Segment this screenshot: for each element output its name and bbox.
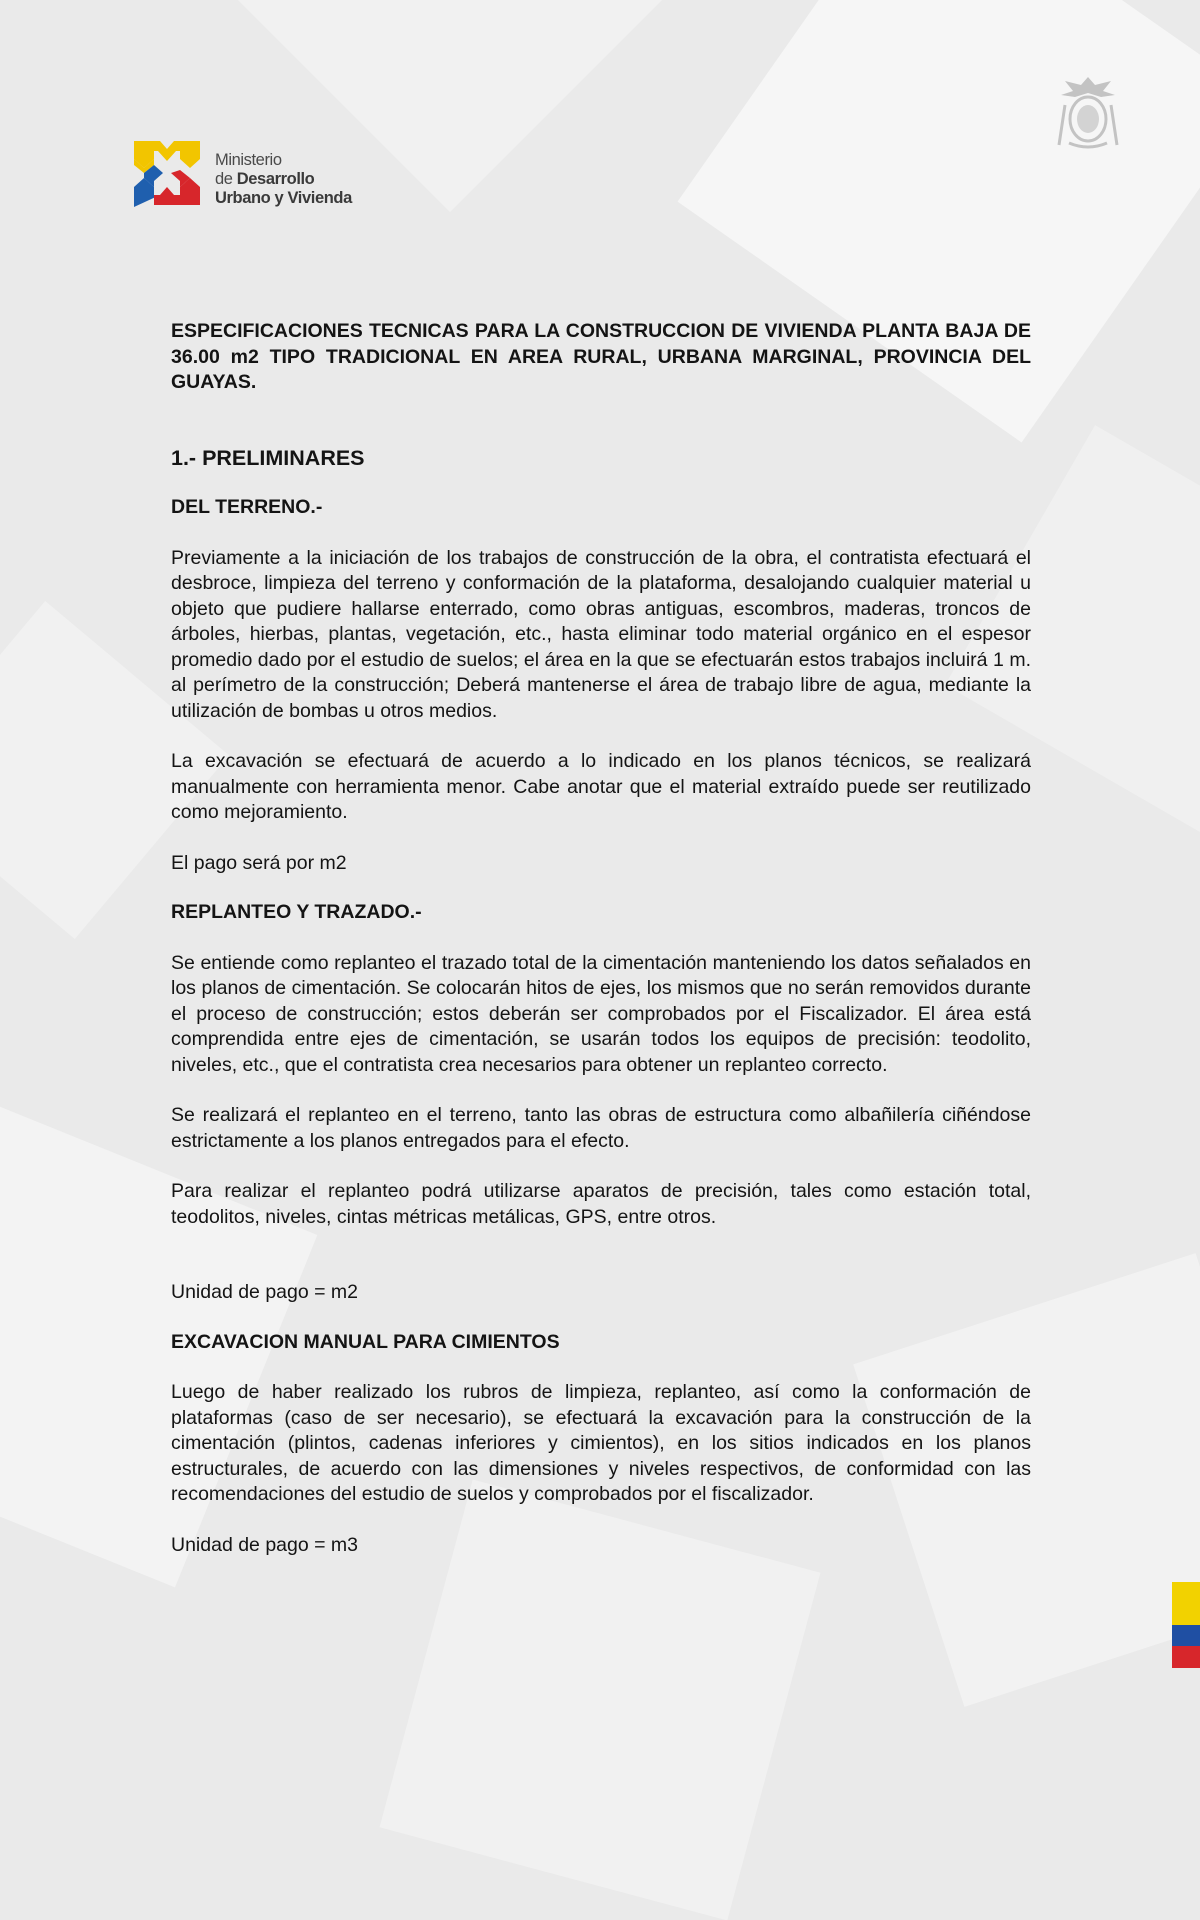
ministry-logo [130, 137, 380, 212]
payment-unit: Unidad de pago = m3 [171, 1533, 359, 1556]
payment-unit: Unidad de pago = m2 [171, 1281, 359, 1303]
coat-of-arms-icon [1055, 75, 1121, 151]
logo-line-2-prefix: de [215, 170, 233, 188]
paragraph: Previamente a la iniciación de los trabajos de construcción de la obra, el contratista efectuará el desbroce, limpieza del terreno y conformación de la plataforma, desalojando cualquier material u objeto que pudiere hallarse enterrado, como obras antiguas, escombros, maderas, troncos de árboles, hierbas, plantas, vegetación, etc., hasta eliminar todo material orgánico en el espesor promedio dado por el estudio de suelos; el área en la que se efectuarán estos trabajos incluirá 1 m. al perímetro de la construcción; Deberá mantenerse el área de trabajo libre de agua, mediante la utilización de bombas u otros medios. [171, 546, 1031, 722]
subheading-excavacion: EXCAVACION MANUAL PARA CIMIENTOS [171, 1330, 560, 1353]
logo-line-3: Urbano y Vivienda [215, 189, 352, 207]
payment-unit: El pago será por m2 [171, 851, 347, 874]
paragraph: Se realizará el replanteo en el terreno, tanto las obras de estructura como albañilería ciñéndose estrictamente a los planos entregados para el efecto. [171, 1104, 1031, 1152]
paragraph: La excavación se efectuará de acuerdo a lo indicado en los planos técnicos, se realizará manualmente con herramienta menor. Cabe anotar que el material extraído puede ser reutilizado como mejoramiento. [171, 750, 1031, 823]
document-body [171, 319, 1031, 1558]
subheading-terreno: DEL TERRENO.- [171, 496, 323, 518]
document-title: ESPECIFICACIONES TECNICAS PARA LA CONSTRUCCION DE VIVIENDA PLANTA BAJA DE 36.00 m2 TIPO TRADICIONAL EN AREA RURAL, URBANA MARGINAL, PROVINCIA DEL GUAYAS. [171, 320, 1031, 393]
paragraph: Para realizar el replanteo podrá utilizarse aparatos de precisión, tales como estación total, teodolitos, niveles, cintas métricas metálicas, GPS, entre otros. [171, 1180, 1031, 1228]
ministry-logo-icon [130, 137, 204, 209]
logo-line-2: Desarrollo [236, 170, 315, 188]
subheading-replanteo: REPLANTEO Y TRAZADO.- [171, 901, 422, 923]
ecuador-flag [1172, 1582, 1200, 1668]
paragraph: Luego de haber realizado los rubros de limpieza, replanteo, así como la conformación de plataformas (caso de ser necesario), se efectuará la excavación para la construcción de la cimentación (plintos, cadenas inferiores y cimientos), en los sitios indicados en los planos estructurales, de acuerdo con las dimensiones y niveles respectivos, de conformidad con las recomendaciones del estudio de suelos y comprobados por el fiscalizador. [171, 1381, 1031, 1505]
paragraph: Se entiende como replanteo el trazado total de la cimentación manteniendo los datos señalados en los planos de cimentación. Se colocarán hitos de ejes, los mismos que no serán removidos durante el proceso de construcción; estos deberán ser comprobados por el Fiscalizador. El área está comprendida entre ejes de cimentación, se usarán todos los equipos de precisión: teodolito, niveles, etc., que el contratista crea necesarios para obtener un replanteo correcto. [171, 951, 1031, 1076]
logo-line-1: Ministerio [215, 151, 282, 169]
section-heading: 1.- PRELIMINARES [171, 445, 365, 470]
